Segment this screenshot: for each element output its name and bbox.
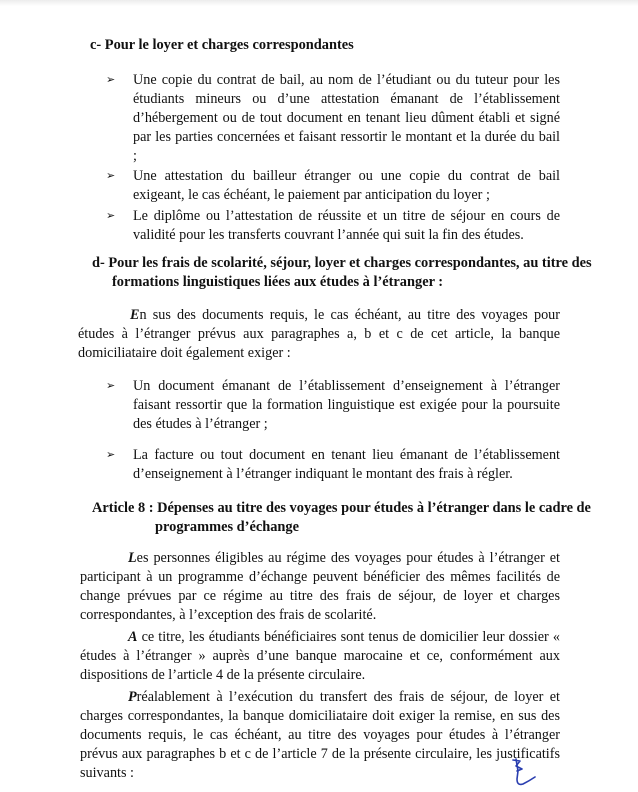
dropcap: L	[128, 550, 137, 566]
bullet-text: Un document émanant de l’établissement d’enseignement à l’étranger faisant ressortir que la formation linguistique est exigée pour la poursuite des études à l’étranger ;	[133, 378, 560, 432]
section-d-heading-line2: formations linguistiques liées aux études à l’étranger :	[112, 274, 444, 290]
article-8-paragraph	[80, 549, 560, 625]
paragraph-text: n sus des documents requis, le cas échéant, au titre des voyages pour études à l’étranger prévus aux paragraphes a, b et c de cet article, la banque domiciliataire doit également exiger :	[78, 307, 560, 361]
signature-initials	[508, 757, 538, 789]
dropcap: P	[128, 689, 137, 705]
paragraph-text: réalablement à l’exécution du transfert des frais de séjour, de loyer et charges correspondantes, la banque domiciliataire doit exiger la remise, en sus des documents requis, le cas échéant, au titre des voyages pour études à l’étranger prévus aux paragraphes b et c de l’article 7 de la présente circulaire, les justificatifs suivants :	[80, 689, 560, 781]
article-8-heading-line1: Article 8 : Dépenses au titre des voyages pour études à l’étranger dans le cadre de	[92, 500, 591, 516]
article-8-paragraph	[80, 628, 560, 685]
section-c-heading: c- Pour le loyer et charges correspondantes	[90, 37, 354, 53]
arrowhead-bullet-icon: ➢	[106, 209, 116, 222]
bullet-text: La facture ou tout document en tenant lieu émanant de l’établissement d’enseignement à l’étranger indiquant le montant des frais à régler.	[133, 447, 560, 482]
arrowhead-bullet-icon: ➢	[106, 379, 116, 392]
article-8-heading-line2: programmes d’échange	[155, 519, 300, 535]
bullet-text: Une attestation du bailleur étranger ou une copie du contrat de bail exigeant, le cas échéant, le paiement par anticipation du loyer ;	[133, 168, 560, 203]
bullet-text: Une copie du contrat de bail, au nom de l’étudiant ou du tuteur pour les étudiants mineurs ou d’une attestation émanant de l’établissement d’hébergement ou de tout document en tenant lieu dûment établi et signé par les parties concernées et faisant ressortir le montant et la durée du bail ;	[133, 72, 560, 164]
section-d-heading-line1: d- Pour les frais de scolarité, séjour, loyer et charges correspondantes, au titre des	[92, 255, 592, 271]
paragraph-text: ce titre, les étudiants bénéficiaires sont tenus de domicilier leur dossier « études à l’étranger » auprès d’une banque marocaine et ce, conformément aux dispositions de l’article 4 de la présente circulaire.	[80, 629, 560, 683]
arrowhead-bullet-icon: ➢	[106, 169, 116, 182]
article-8-paragraph	[80, 688, 560, 783]
paragraph-text: es personnes éligibles au régime des voyages pour études à l’étranger et participant à un programme d’échange peuvent bénéficier des mêmes facilités de change prévues par ce régime au titre des frais de séjour, de loyer et charges correspondantes, à l’exception des frais de scolarité.	[80, 550, 560, 623]
arrowhead-bullet-icon: ➢	[106, 73, 116, 86]
bullet-text: Le diplôme ou l’attestation de réussite et un titre de séjour en cours de validité pour les transferts couvrant l’année qui suit la fin des études.	[133, 208, 560, 243]
arrowhead-bullet-icon: ➢	[106, 448, 116, 461]
dropcap: E	[130, 307, 140, 323]
dropcap: A	[128, 629, 138, 645]
section-d-intro	[78, 306, 560, 363]
